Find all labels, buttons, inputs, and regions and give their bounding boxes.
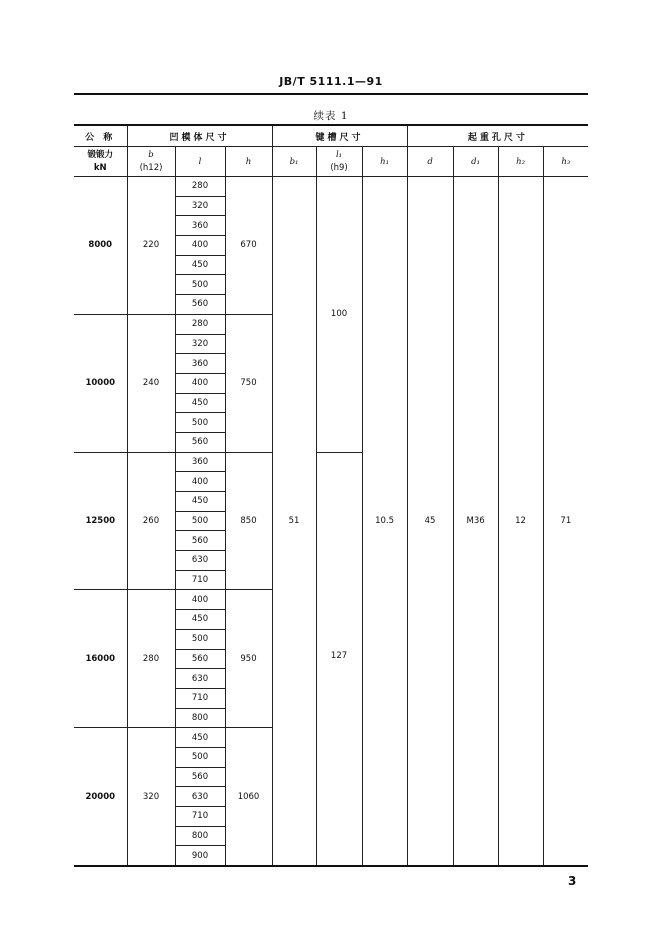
b1-cell: 51 xyxy=(272,177,316,867)
l-cell: 630 xyxy=(175,669,225,689)
l-header: l xyxy=(175,147,225,177)
force-cell: 10000 xyxy=(74,314,127,452)
l-cell: 400 xyxy=(175,236,225,256)
b-cell: 240 xyxy=(127,314,175,452)
l-cell: 710 xyxy=(175,807,225,827)
d-header: d xyxy=(407,147,453,177)
h2-cell: 12 xyxy=(498,177,543,867)
h-header: h xyxy=(225,147,272,177)
l-cell: 800 xyxy=(175,708,225,728)
header-row-2 xyxy=(74,147,588,177)
l-cell: 360 xyxy=(175,354,225,374)
h3-header: h₃ xyxy=(543,147,588,177)
d1-cell: M36 xyxy=(453,177,498,867)
l-cell: 320 xyxy=(175,196,225,216)
h3-cell: 71 xyxy=(543,177,588,867)
lift-group-header: 起重孔尺寸 xyxy=(407,125,588,147)
l-cell: 560 xyxy=(175,767,225,787)
force-cell: 20000 xyxy=(74,728,127,866)
standard-number: JB/T 5111.1—91 xyxy=(279,75,383,88)
b-cell: 280 xyxy=(127,590,175,728)
h-cell: 750 xyxy=(225,314,272,452)
h-cell: 1060 xyxy=(225,728,272,866)
h1-cell: 10.5 xyxy=(362,177,407,867)
l-cell: 500 xyxy=(175,747,225,767)
force-header-label xyxy=(74,147,127,177)
l-cell: 360 xyxy=(175,452,225,472)
l-cell: 400 xyxy=(175,472,225,492)
l1-upper-cell: 100 xyxy=(316,177,362,453)
table-row xyxy=(74,177,588,197)
keyway-group-header: 键槽尺寸 xyxy=(272,125,407,147)
h-cell: 670 xyxy=(225,177,272,315)
l-cell: 500 xyxy=(175,275,225,295)
l-cell: 560 xyxy=(175,295,225,315)
h1-header: h₁ xyxy=(362,147,407,177)
b1-header: b₁ xyxy=(272,147,316,177)
b-cell: 220 xyxy=(127,177,175,315)
l-cell: 400 xyxy=(175,590,225,610)
l-cell: 400 xyxy=(175,373,225,393)
l1-symbol: l₁ xyxy=(335,149,343,160)
l-cell: 630 xyxy=(175,551,225,571)
b-tolerance: (h12) xyxy=(139,162,163,173)
l1-tolerance: (h9) xyxy=(330,162,348,173)
l-cell: 500 xyxy=(175,629,225,649)
l-cell: 450 xyxy=(175,492,225,512)
b-cell: 260 xyxy=(127,452,175,590)
force-cell: 16000 xyxy=(74,590,127,728)
l-cell: 500 xyxy=(175,413,225,433)
dimension-table xyxy=(74,124,588,867)
force-cell: 12500 xyxy=(74,452,127,590)
l-cell: 710 xyxy=(175,570,225,590)
l-cell: 560 xyxy=(175,432,225,452)
l-cell: 450 xyxy=(175,728,225,748)
l-cell: 500 xyxy=(175,511,225,531)
force-cell: 8000 xyxy=(74,177,127,315)
page-number: 3 xyxy=(568,874,577,888)
l-cell: 450 xyxy=(175,610,225,630)
l-cell: 900 xyxy=(175,846,225,866)
force-header-top: 公 称 xyxy=(74,125,127,147)
l-cell: 560 xyxy=(175,531,225,551)
die-group-header: 凹模体尺寸 xyxy=(127,125,272,147)
table-caption: 续表 1 xyxy=(313,110,349,122)
l-cell: 450 xyxy=(175,255,225,275)
l-cell: 800 xyxy=(175,826,225,846)
b-symbol: b xyxy=(148,149,154,160)
b-header xyxy=(127,147,175,177)
l-cell: 560 xyxy=(175,649,225,669)
l-cell: 320 xyxy=(175,334,225,354)
force-header-unit: kN xyxy=(93,162,107,173)
l-cell: 630 xyxy=(175,787,225,807)
h-cell: 850 xyxy=(225,452,272,590)
h-cell: 950 xyxy=(225,590,272,728)
l-cell: 450 xyxy=(175,393,225,413)
l-cell: 280 xyxy=(175,177,225,197)
l1-lower-cell: 127 xyxy=(316,452,362,866)
header-rule xyxy=(74,93,588,95)
l-cell: 280 xyxy=(175,314,225,334)
d1-header: d₁ xyxy=(453,147,498,177)
force-header-name: 锻锻力 xyxy=(87,149,113,160)
h2-header: h₂ xyxy=(498,147,543,177)
d-cell: 45 xyxy=(407,177,453,867)
l-cell: 710 xyxy=(175,688,225,708)
l1-header xyxy=(316,147,362,177)
header-row-1 xyxy=(74,125,588,147)
l-cell: 360 xyxy=(175,216,225,236)
b-cell: 320 xyxy=(127,728,175,866)
